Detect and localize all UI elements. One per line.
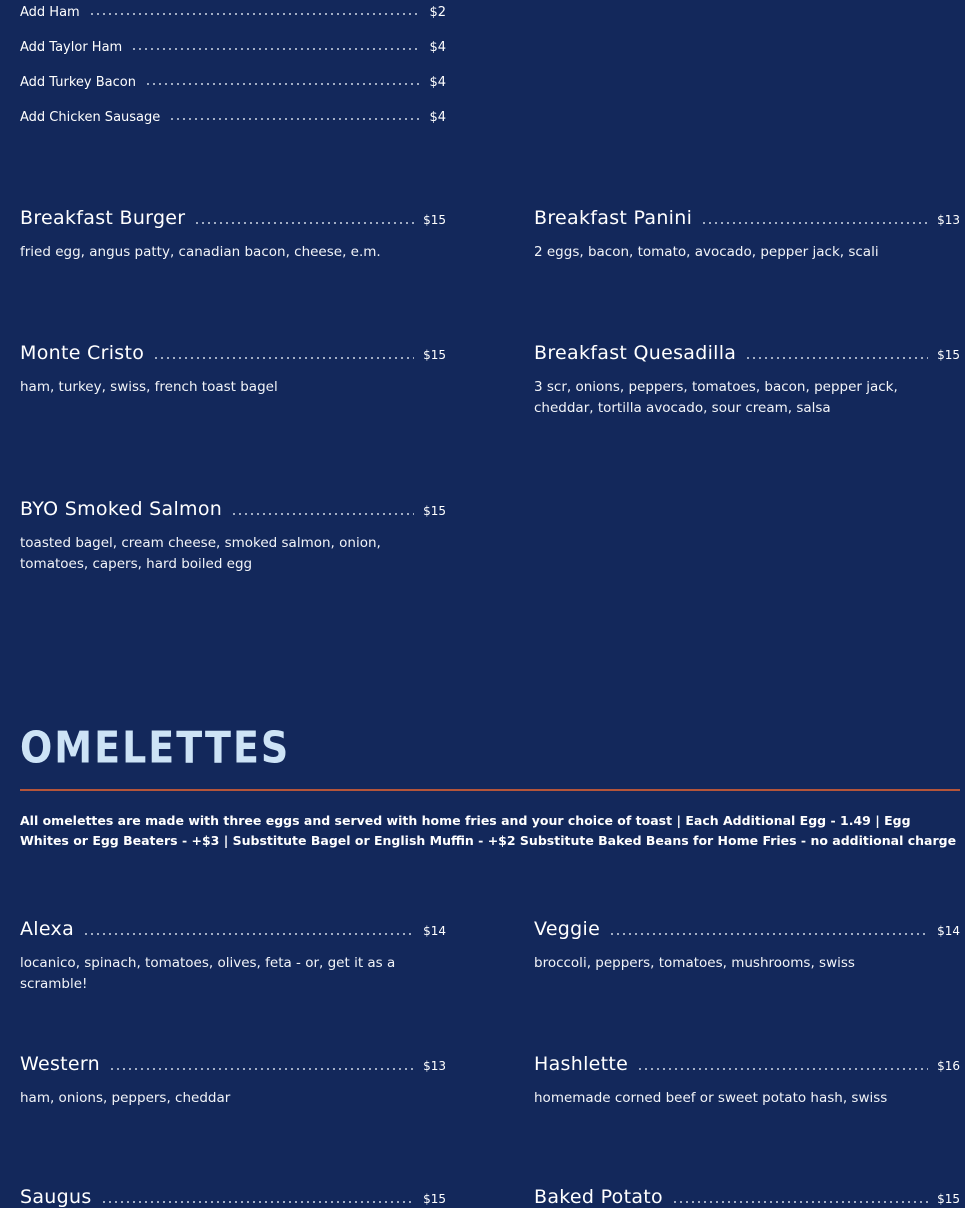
addon-label: Add Turkey Bacon (20, 74, 136, 90)
menu-item-header (20, 494, 446, 520)
menu-item-description: locanico, spinach, tomatoes, olives, feta - or, get it as a scramble! (20, 955, 396, 992)
menu-item-description: ham, turkey, swiss, french toast bagel (20, 379, 278, 395)
menu-item-price: $15 (423, 348, 446, 362)
dot-leader (131, 48, 420, 50)
addon-row (20, 2, 446, 22)
menu-item-header (20, 1049, 446, 1075)
menu-item-header (534, 203, 960, 229)
menu-item-name: Baked Potato (534, 1186, 663, 1208)
dot-leader (109, 1068, 414, 1070)
menu-item-description: 3 scr, onions, peppers, tomatoes, bacon, pepper jack, cheddar, tortilla avocado, sour cream, salsa (534, 379, 898, 416)
menu-item-name: Western (20, 1053, 101, 1075)
addon-price: $2 (429, 4, 446, 20)
menu-item-header (20, 203, 446, 229)
menu-item-name: BYO Smoked Salmon (20, 498, 223, 520)
menu-item-price: $15 (423, 504, 446, 518)
menu-item-price: $15 (423, 213, 446, 227)
dot-leader (701, 222, 928, 224)
menu-item-name: Breakfast Burger (20, 207, 186, 229)
dot-leader (145, 83, 420, 85)
menu-item-name: Veggie (534, 918, 601, 940)
dot-leader (194, 222, 414, 224)
dot-leader (89, 13, 421, 15)
menu-item-header (20, 1182, 446, 1208)
menu-item-price: $14 (937, 924, 960, 938)
addon-row (20, 37, 446, 57)
menu-item-price: $15 (937, 1192, 960, 1206)
dot-leader (609, 933, 928, 935)
menu-item-name: Alexa (20, 918, 75, 940)
menu-item-price: $15 (937, 348, 960, 362)
addon-price: $4 (429, 39, 446, 55)
dot-leader (637, 1068, 928, 1070)
dot-leader (672, 1201, 928, 1203)
addon-label: Add Ham (20, 4, 80, 20)
section-title: OMELETTES (20, 722, 291, 773)
menu-item-description: broccoli, peppers, tomatoes, mushrooms, swiss (534, 955, 855, 971)
addon-label: Add Chicken Sausage (20, 109, 161, 125)
menu-item-name: Breakfast Panini (534, 207, 693, 229)
menu-item-price: $15 (423, 1192, 446, 1206)
menu-item-price: $13 (937, 213, 960, 227)
menu-item-name: Saugus (20, 1186, 92, 1208)
addon-label: Add Taylor Ham (20, 39, 123, 55)
menu-item-price: $14 (423, 924, 446, 938)
menu-item-description: 2 eggs, bacon, tomato, avocado, pepper jack, scali (534, 244, 879, 260)
dot-leader (101, 1201, 415, 1203)
dot-leader (745, 357, 928, 359)
menu-item-description: toasted bagel, cream cheese, smoked salmon, onion, tomatoes, capers, hard boiled egg (20, 535, 381, 572)
menu-item-header (534, 914, 960, 940)
menu-item-description: fried egg, angus patty, canadian bacon, cheese, e.m. (20, 244, 381, 260)
addon-row (20, 107, 446, 127)
menu-item-header (20, 914, 446, 940)
menu-item-header (20, 338, 446, 364)
menu-item-name: Breakfast Quesadilla (534, 342, 737, 364)
addon-price: $4 (429, 74, 446, 90)
dot-leader (169, 118, 420, 120)
menu-item-header (534, 1049, 960, 1075)
menu-item-name: Monte Cristo (20, 342, 145, 364)
dot-leader (83, 933, 414, 935)
addon-row (20, 72, 446, 92)
menu-item-name: Hashlette (534, 1053, 629, 1075)
menu-item-description: ham, onions, peppers, cheddar (20, 1090, 231, 1106)
section-divider (20, 789, 960, 791)
menu-item-header (534, 338, 960, 364)
dot-leader (231, 513, 414, 515)
addon-price: $4 (429, 109, 446, 125)
menu-item-header (534, 1182, 960, 1208)
menu-item-price: $16 (937, 1059, 960, 1073)
dot-leader (153, 357, 414, 359)
menu-item-price: $13 (423, 1059, 446, 1073)
section-note: All omelettes are made with three eggs and served with home fries and your choice of toast | Each Additional Egg - 1.49 | Egg Whites or Egg Beaters - +$3 | Substitute Bagel or English Muffin - +$2 Substitute Baked Beans for Home Fries - no additional charge (20, 813, 957, 848)
menu-item-description: homemade corned beef or sweet potato hash, swiss (534, 1090, 888, 1106)
